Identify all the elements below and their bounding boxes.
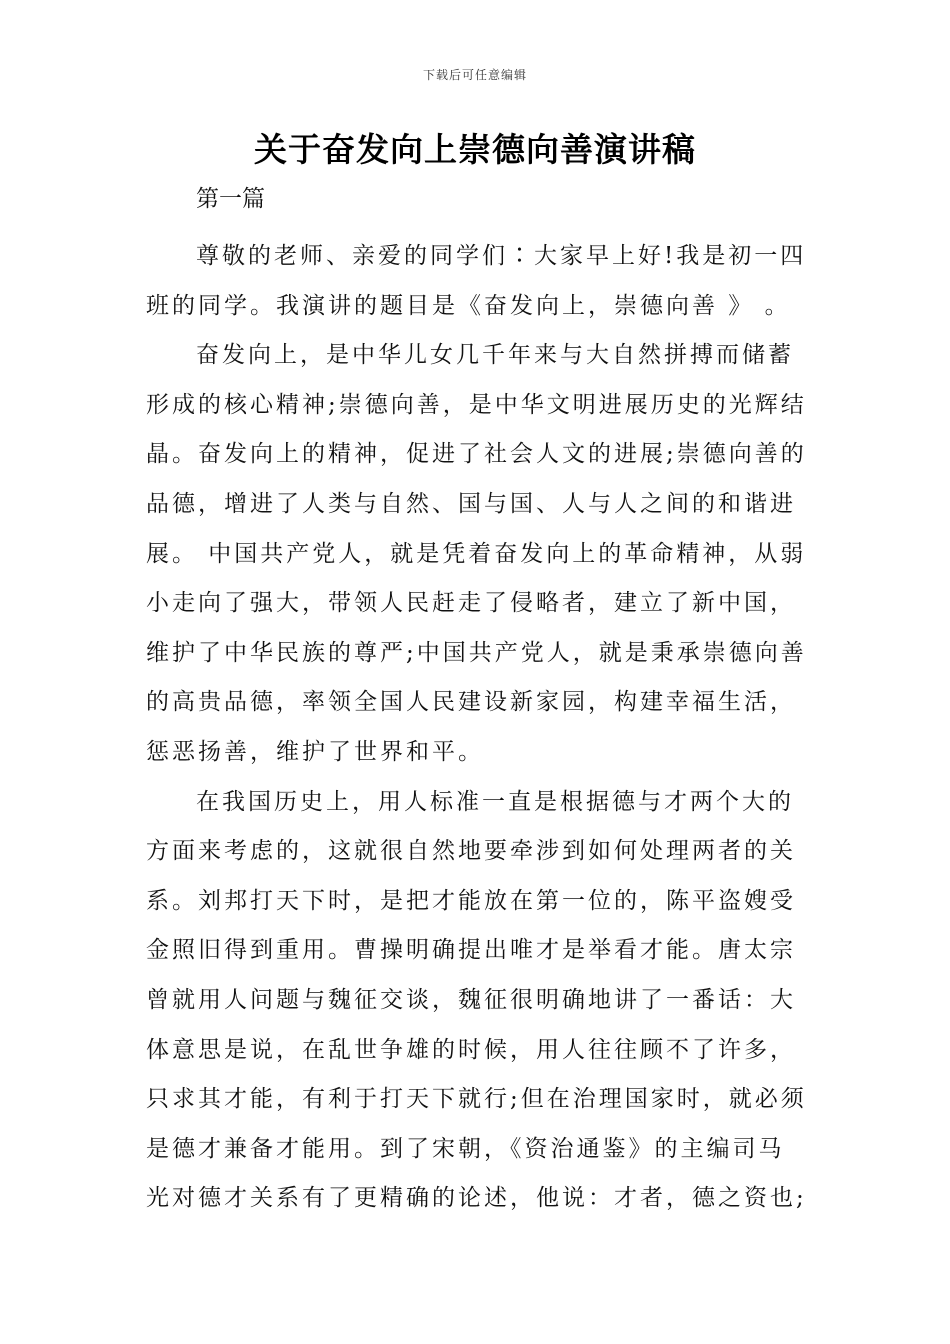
text-line: 维护了中华民族的尊严;中国共产党人，就是秉承崇德向善 (146, 639, 807, 666)
text-line: 方面来考虑的，这就很自然地要牵涉到如何处理两者的关 (146, 838, 796, 865)
header-note: 下载后可任意编辑 (422, 68, 527, 82)
section-label: 第一篇 (196, 186, 265, 212)
text-line: 的高贵品德，率领全国人民建设新家园，构建幸福生活， (146, 689, 796, 716)
text-line: 品德，增进了人类与自然、国与国、人与人之间的和谐进 (146, 490, 796, 517)
text-line: 惩恶扬善，维护了世界和平。 (146, 738, 484, 765)
text-line: 小走向了强大，带领人民赶走了侵略者，建立了新中国， (146, 590, 796, 617)
text-line: 班的同学。我演讲的题目是《奋发向上，崇德向善 》 。 (146, 292, 791, 319)
text-line: 曾就用人问题与魏征交谈，魏征很明确地讲了一番话：大 (146, 986, 796, 1013)
text-line: 形成的核心精神;崇德向善，是中华文明进展历史的光辉结 (146, 391, 807, 418)
text-line: 是德才兼备才能用。到了宋朝，《资治通鉴》的主编司马 (146, 1135, 785, 1162)
document-body (146, 232, 811, 1224)
text-line: 奋发向上，是中华儿女几千年来与大自然拼搏而储蓄 (196, 342, 794, 369)
text-line: 系。刘邦打天下时，是把才能放在第一位的，陈平盗嫂受 (146, 887, 796, 914)
paragraph (146, 778, 811, 1224)
text-line: 展。 中国共产党人，就是凭着奋发向上的革命精神，从弱 (146, 540, 807, 567)
paragraph (146, 232, 811, 331)
text-line: 金照旧得到重用。曹操明确提出唯才是举看才能。唐太宗 (146, 937, 796, 964)
text-line: 尊敬的老师、亲爱的同学们∶大家早上好!我是初一四 (196, 243, 807, 269)
text-line: 晶。奋发向上的精神，促进了社会人文的进展;崇德向善的 (146, 441, 807, 468)
text-line: 在我国历史上，用人标准一直是根据德与才两个大的 (196, 788, 794, 815)
text-line: 只求其才能，有利于打天下就行;但在治理国家时，就必须 (146, 1086, 807, 1113)
paragraph (146, 331, 811, 777)
text-line: 光对德才关系有了更精确的论述，他说：才者，德之资也; (146, 1185, 807, 1212)
text-line: 体意思是说，在乱世争雄的时候，用人往往顾不了许多， (146, 1036, 796, 1063)
document-title: 关于奋发向上崇德向善演讲稿 (254, 130, 696, 169)
